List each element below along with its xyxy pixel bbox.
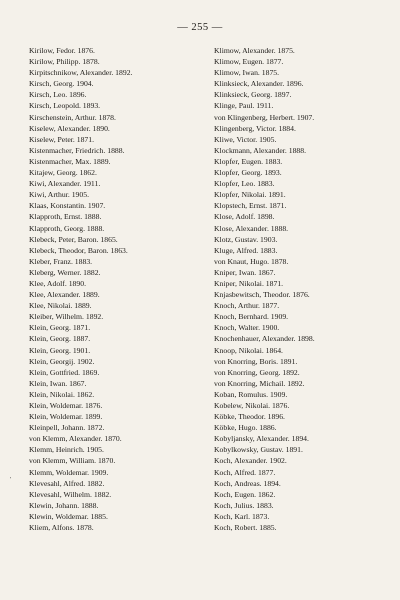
name-entry: Klose, Alexander. 1888.	[214, 223, 289, 233]
name-entry: Koch, Andreas. 1894.	[214, 478, 281, 488]
name-entry: Klein, Georg. 1871.	[29, 323, 91, 333]
name-entry: Klewin, Woldemar. 1885.	[29, 511, 108, 521]
name-entry: Knoch, Bernhard. 1909.	[214, 312, 289, 322]
name-entry: Koch, Robert. 1885.	[214, 523, 277, 533]
name-entry: Kluge, Alfred. 1883.	[214, 245, 278, 255]
name-entry: Klopstech, Ernst. 1871.	[214, 201, 287, 211]
name-entry: Kleber, Franz. 1883.	[29, 256, 93, 266]
name-entry: Kobelew, Nikolai. 1876.	[214, 401, 290, 410]
name-entry: Klopfer, Leo. 1883.	[214, 179, 275, 189]
name-entry: Klopfer, Georg. 1893.	[214, 168, 282, 178]
name-entry: Klopfer, Eugen. 1883.	[214, 156, 283, 166]
name-entry: Klimow, Eugen. 1877.	[214, 57, 284, 67]
name-entry: Koch, Alexander. 1902.	[214, 456, 287, 466]
name-entry: Klein, Nikolai. 1862.	[29, 389, 95, 399]
name-entry: Klein, Georg. 1887.	[29, 334, 91, 344]
name-entry: Kiselew, Alexander. 1890.	[29, 123, 110, 133]
margin-mark: '	[10, 477, 12, 483]
name-entry: von Klingenberg, Herbert. 1907.	[214, 112, 315, 122]
name-entry: Klein, Georgij. 1902.	[29, 356, 95, 366]
name-entry: Kniper, Iwan. 1867.	[214, 267, 276, 277]
name-entry: Koch, Eugen. 1862.	[214, 489, 276, 499]
name-entry: Kniper, Nikolai. 1871.	[214, 278, 284, 288]
name-entry: Knjasbewitsch, Theodor. 1876.	[214, 290, 310, 300]
name-entry: Kliwe, Victor. 1905.	[214, 134, 277, 144]
name-entry: Koch, Karl. 1873.	[214, 511, 270, 521]
name-entry: Kirsch, Leo. 1896.	[29, 90, 87, 100]
name-entry: Klockmann, Alexander. 1888.	[214, 145, 307, 155]
name-entry: Kistenmacher, Friedrich. 1888.	[29, 145, 125, 155]
name-entry: Knoch, Arthur. 1877.	[214, 301, 280, 311]
name-entry: Klapproth, Georg. 1888.	[29, 223, 105, 233]
name-entry: Klimow, Iwan. 1875.	[214, 68, 280, 78]
name-entry: Klevesahl, Alfred. 1882.	[29, 478, 105, 488]
name-entry: Kirsch, Georg. 1904.	[29, 79, 94, 89]
name-entry: Kirpitschnikow, Alexander. 1892.	[29, 68, 133, 78]
name-entry: Kitajew, Georg. 1862.	[29, 168, 97, 178]
name-entry: Klewin, Johann. 1888.	[29, 500, 99, 510]
name-entry: Kobylkowsky, Gustav. 1891.	[214, 445, 303, 455]
name-entry: Knochenhauer, Alexander. 1898.	[214, 334, 315, 344]
name-entry: Kistenmacher, Max. 1889.	[29, 156, 111, 166]
name-entry: Klingenberg, Victor. 1884.	[214, 123, 296, 133]
name-entry: Klevesahl, Wilhelm. 1882.	[29, 489, 112, 499]
name-entry: Kobyljansky, Alexander. 1894.	[214, 434, 309, 444]
name-entry: Klinge, Paul. 1911.	[214, 101, 274, 111]
name-entry: Klaas, Konstantin. 1907.	[29, 201, 106, 211]
name-entry: Kleinpell, Johann. 1872.	[29, 423, 105, 433]
name-entry: Koban, Romulus. 1909.	[214, 389, 288, 399]
name-entry: Klee, Alexander. 1889.	[29, 290, 100, 300]
name-entry: Klein, Woldemar. 1876.	[29, 401, 103, 410]
page-number: — 255 —	[177, 22, 223, 33]
name-entry: Köbke, Theodor. 1896.	[214, 412, 285, 422]
left-name-column	[29, 45, 211, 533]
name-entry: Kleberg, Werner. 1882.	[29, 267, 101, 277]
name-entry: Knoop, Nikolai. 1864.	[214, 345, 283, 355]
name-entry: Klein, Gottfried. 1869.	[29, 367, 100, 377]
name-entry: von Knorring, Michail. 1892.	[214, 378, 305, 388]
name-entry: Klebeck, Peter, Baron. 1865.	[29, 234, 118, 244]
name-entry: Kirilow, Fedor. 1876.	[29, 46, 95, 55]
name-entry: Knoch, Walter. 1900.	[214, 323, 280, 333]
name-entry: von Knaut, Hugo. 1878.	[214, 256, 289, 266]
name-entry: von Knorring, Boris. 1891.	[214, 356, 298, 366]
name-entry: Koch, Alfred. 1877.	[214, 467, 276, 477]
name-entry: Kleiber, Wilhelm. 1892.	[29, 312, 104, 322]
name-entry: Klopfer, Nikolai. 1891.	[214, 190, 286, 200]
name-entry: Klemm, Heinrich. 1905.	[29, 445, 104, 455]
name-entry: Klapproth, Ernst. 1888.	[29, 212, 102, 222]
name-entry: von Klemm, William. 1870.	[29, 456, 116, 466]
name-entry: Klein, Woldemar. 1899.	[29, 412, 103, 422]
name-entry: Klotz, Gustav. 1903.	[214, 234, 278, 244]
name-entry: Klose, Adolf. 1898.	[214, 212, 275, 222]
name-entry: Kiselew, Peter. 1871.	[29, 134, 95, 144]
right-name-column	[214, 45, 396, 533]
name-entry: Klimow, Alexander. 1875.	[214, 46, 295, 55]
name-entry: Kiwi, Arthur. 1905.	[29, 190, 90, 200]
name-entry: Köbke, Hugo. 1886.	[214, 423, 277, 433]
name-entry: Klemm, Woldemar. 1909.	[29, 467, 109, 477]
name-entry: von Knorring, Georg. 1892.	[214, 367, 300, 377]
name-entry: Klinksieck, Alexander. 1896.	[214, 79, 304, 89]
name-entry: Klebeck, Theodor, Baron. 1863.	[29, 245, 128, 255]
name-entry: Klein, Iwan. 1867.	[29, 378, 87, 388]
name-entry: Klein, Georg. 1901.	[29, 345, 91, 355]
name-entry: Kirsch, Leopold. 1893.	[29, 101, 101, 111]
name-entry: Klee, Adolf. 1890.	[29, 278, 87, 288]
name-entry: Kiwi, Alexander. 1911.	[29, 179, 101, 189]
name-entry: Kirschenstein, Arthur. 1878.	[29, 112, 116, 122]
name-entry: Klee, Nikolai. 1889.	[29, 301, 92, 311]
name-entry: Kliem, Alfons. 1878.	[29, 523, 94, 533]
name-entry: Koch, Julius. 1883.	[214, 500, 274, 510]
name-entry: von Klemm, Alexander. 1870.	[29, 434, 122, 444]
name-entry: Klinksieck, Georg. 1897.	[214, 90, 292, 100]
name-entry: Kirilow, Philipp. 1878.	[29, 57, 100, 67]
